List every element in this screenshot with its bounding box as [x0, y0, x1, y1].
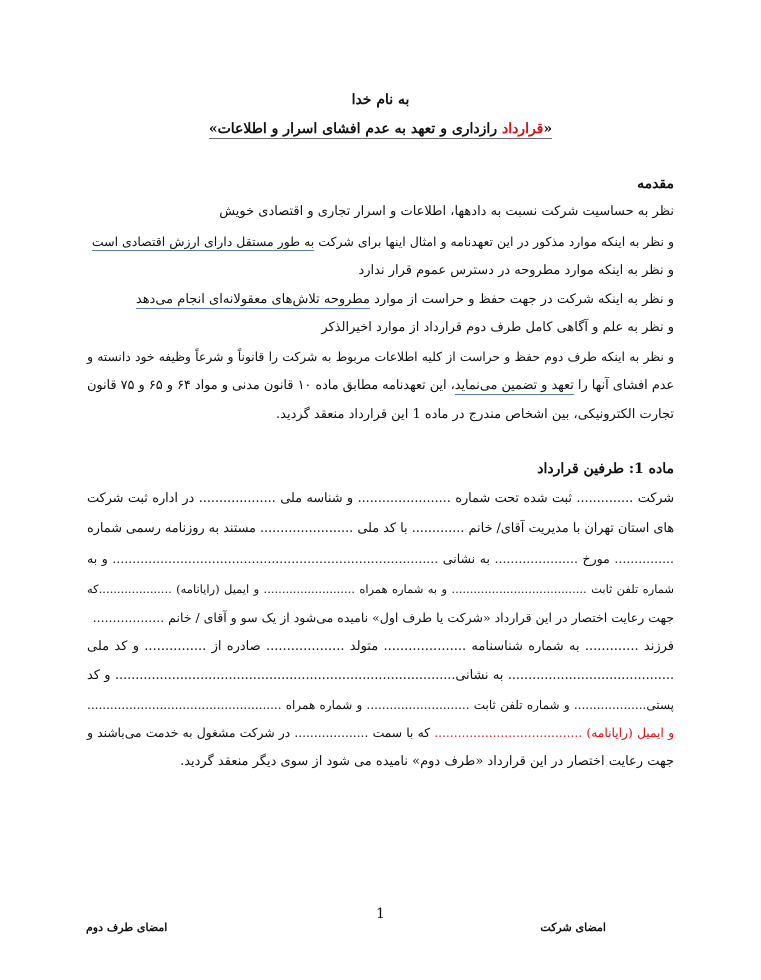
- intro-line-5: و نظر به علم و آگاهی کامل طرف دوم قرارداد از موارد اخیرالذکر: [321, 320, 674, 335]
- intro-line-6: و نظر به اینکه طرف دوم حفظ و حراست از کلیه اطلاعات مربوط به شرکت را قانوناً و شرعاً وظیفه خود دانسته و: [87, 350, 674, 364]
- article1-row-10: جهت رعایت اختصار در این قرارداد «طرف دوم» نامیده می شود از سوی دیگر منعقد گردید.: [180, 754, 674, 769]
- signature-company: امضای شرکت: [540, 921, 606, 934]
- article1-row-5: جهت رعایت اختصار در این قرارداد «شرکت یا طرف اول» نامیده می‌شود از یک سو و آقای / خانم ..................: [92, 610, 674, 625]
- intro-line-7-text-a: عدم افشای آنها را: [573, 378, 675, 393]
- title-red-word: قرارداد: [501, 121, 544, 137]
- page-number: 1: [376, 906, 385, 922]
- intro-line-4: [136, 291, 674, 309]
- intro-line-1: نظر به حساسیت شرکت نسبت به دادهها، اطلاعات و اسرار تجاری و اقتصادی خویش: [219, 204, 674, 219]
- intro-line-2: [92, 233, 674, 251]
- intro-line-2-text: و نظر به اینکه موارد مذکور در این تعهدنامه و امثال اینها برای شرکت: [314, 234, 674, 249]
- intro-line-7-text-b: ، این تعهدنامه مطابق ماده ۱۰ قانون مدنی و مواد ۶۴ و ۶۵ و ۷۵ قانون: [87, 378, 455, 393]
- bismillah: به نام خدا: [351, 92, 410, 108]
- title-open-quote: «: [543, 121, 553, 137]
- article1-row-2: های استان تهران با مدیریت آقای/ خانم ............. با کد ملی ....................... مستند به روزنامه رسمی شماره: [87, 521, 674, 536]
- article1-row-8: پستی................... و شماره تلفن ثابت ........................... و شماره همراه ...................................................: [87, 698, 674, 712]
- title-rest: رازداری و تعهد به عدم افشای اسرار و اطلاعات»: [208, 121, 502, 137]
- article1-row-1: شرکت .............. ثبت شده تحت شماره ....................... و شناسه ملی ................... در اداره ثبت شرکت: [87, 491, 674, 506]
- intro-line-4-text: و نظر به اینکه شرکت در جهت حفظ و حراست از موارد: [369, 292, 674, 307]
- contract-title: [0, 120, 761, 138]
- article1-row-4: شماره تلفن ثابت ..................................... و به شماره همراه ......................... و ایمیل (رایانامه) ....................که: [87, 582, 674, 596]
- intro-line-2-underlined: به طور مستقل دارای ارزش اقتصادی است: [91, 234, 315, 249]
- article1-row-9-text: که با سمت ................... در شرکت مشغول به خدمت می‌باشند و: [87, 726, 435, 740]
- article1-row-3: ............... مورخ ..................... به نشانی .................................................................................. و به: [87, 551, 674, 566]
- article1-row-9: [87, 724, 674, 742]
- article1-heading: ماده 1: طرفین قرارداد: [537, 461, 674, 477]
- intro-line-7: [87, 377, 674, 395]
- article1-row-9-red: و ایمیل (رایانامه) ......................................: [434, 726, 674, 740]
- intro-line-8: تجارت الکترونیکی، بین اشخاص مندرج در ماده 1 این قرارداد منعقد گردید.: [276, 407, 674, 422]
- intro-heading: مقدمه: [637, 176, 674, 192]
- article1-row-7: ......................................... به نشانی.................................................................................... و کد: [87, 668, 674, 683]
- intro-line-3: و نظر به اینکه موارد مطروحه در دسترس عموم قرار ندارد: [358, 263, 674, 278]
- intro-line-4-underlined: مطروحه تلاش‌های معقولانه‌ای انجام می‌دهد: [135, 292, 370, 307]
- intro-line-7-underlined: تعهد و تضمین می‌نماید: [454, 378, 574, 393]
- signature-second-party: امضای طرف دوم: [86, 921, 168, 934]
- article1-row-6: فرزند ............. به شماره شناسنامه .................... متولد ................... صادره از ............... و کد ملی: [87, 639, 674, 654]
